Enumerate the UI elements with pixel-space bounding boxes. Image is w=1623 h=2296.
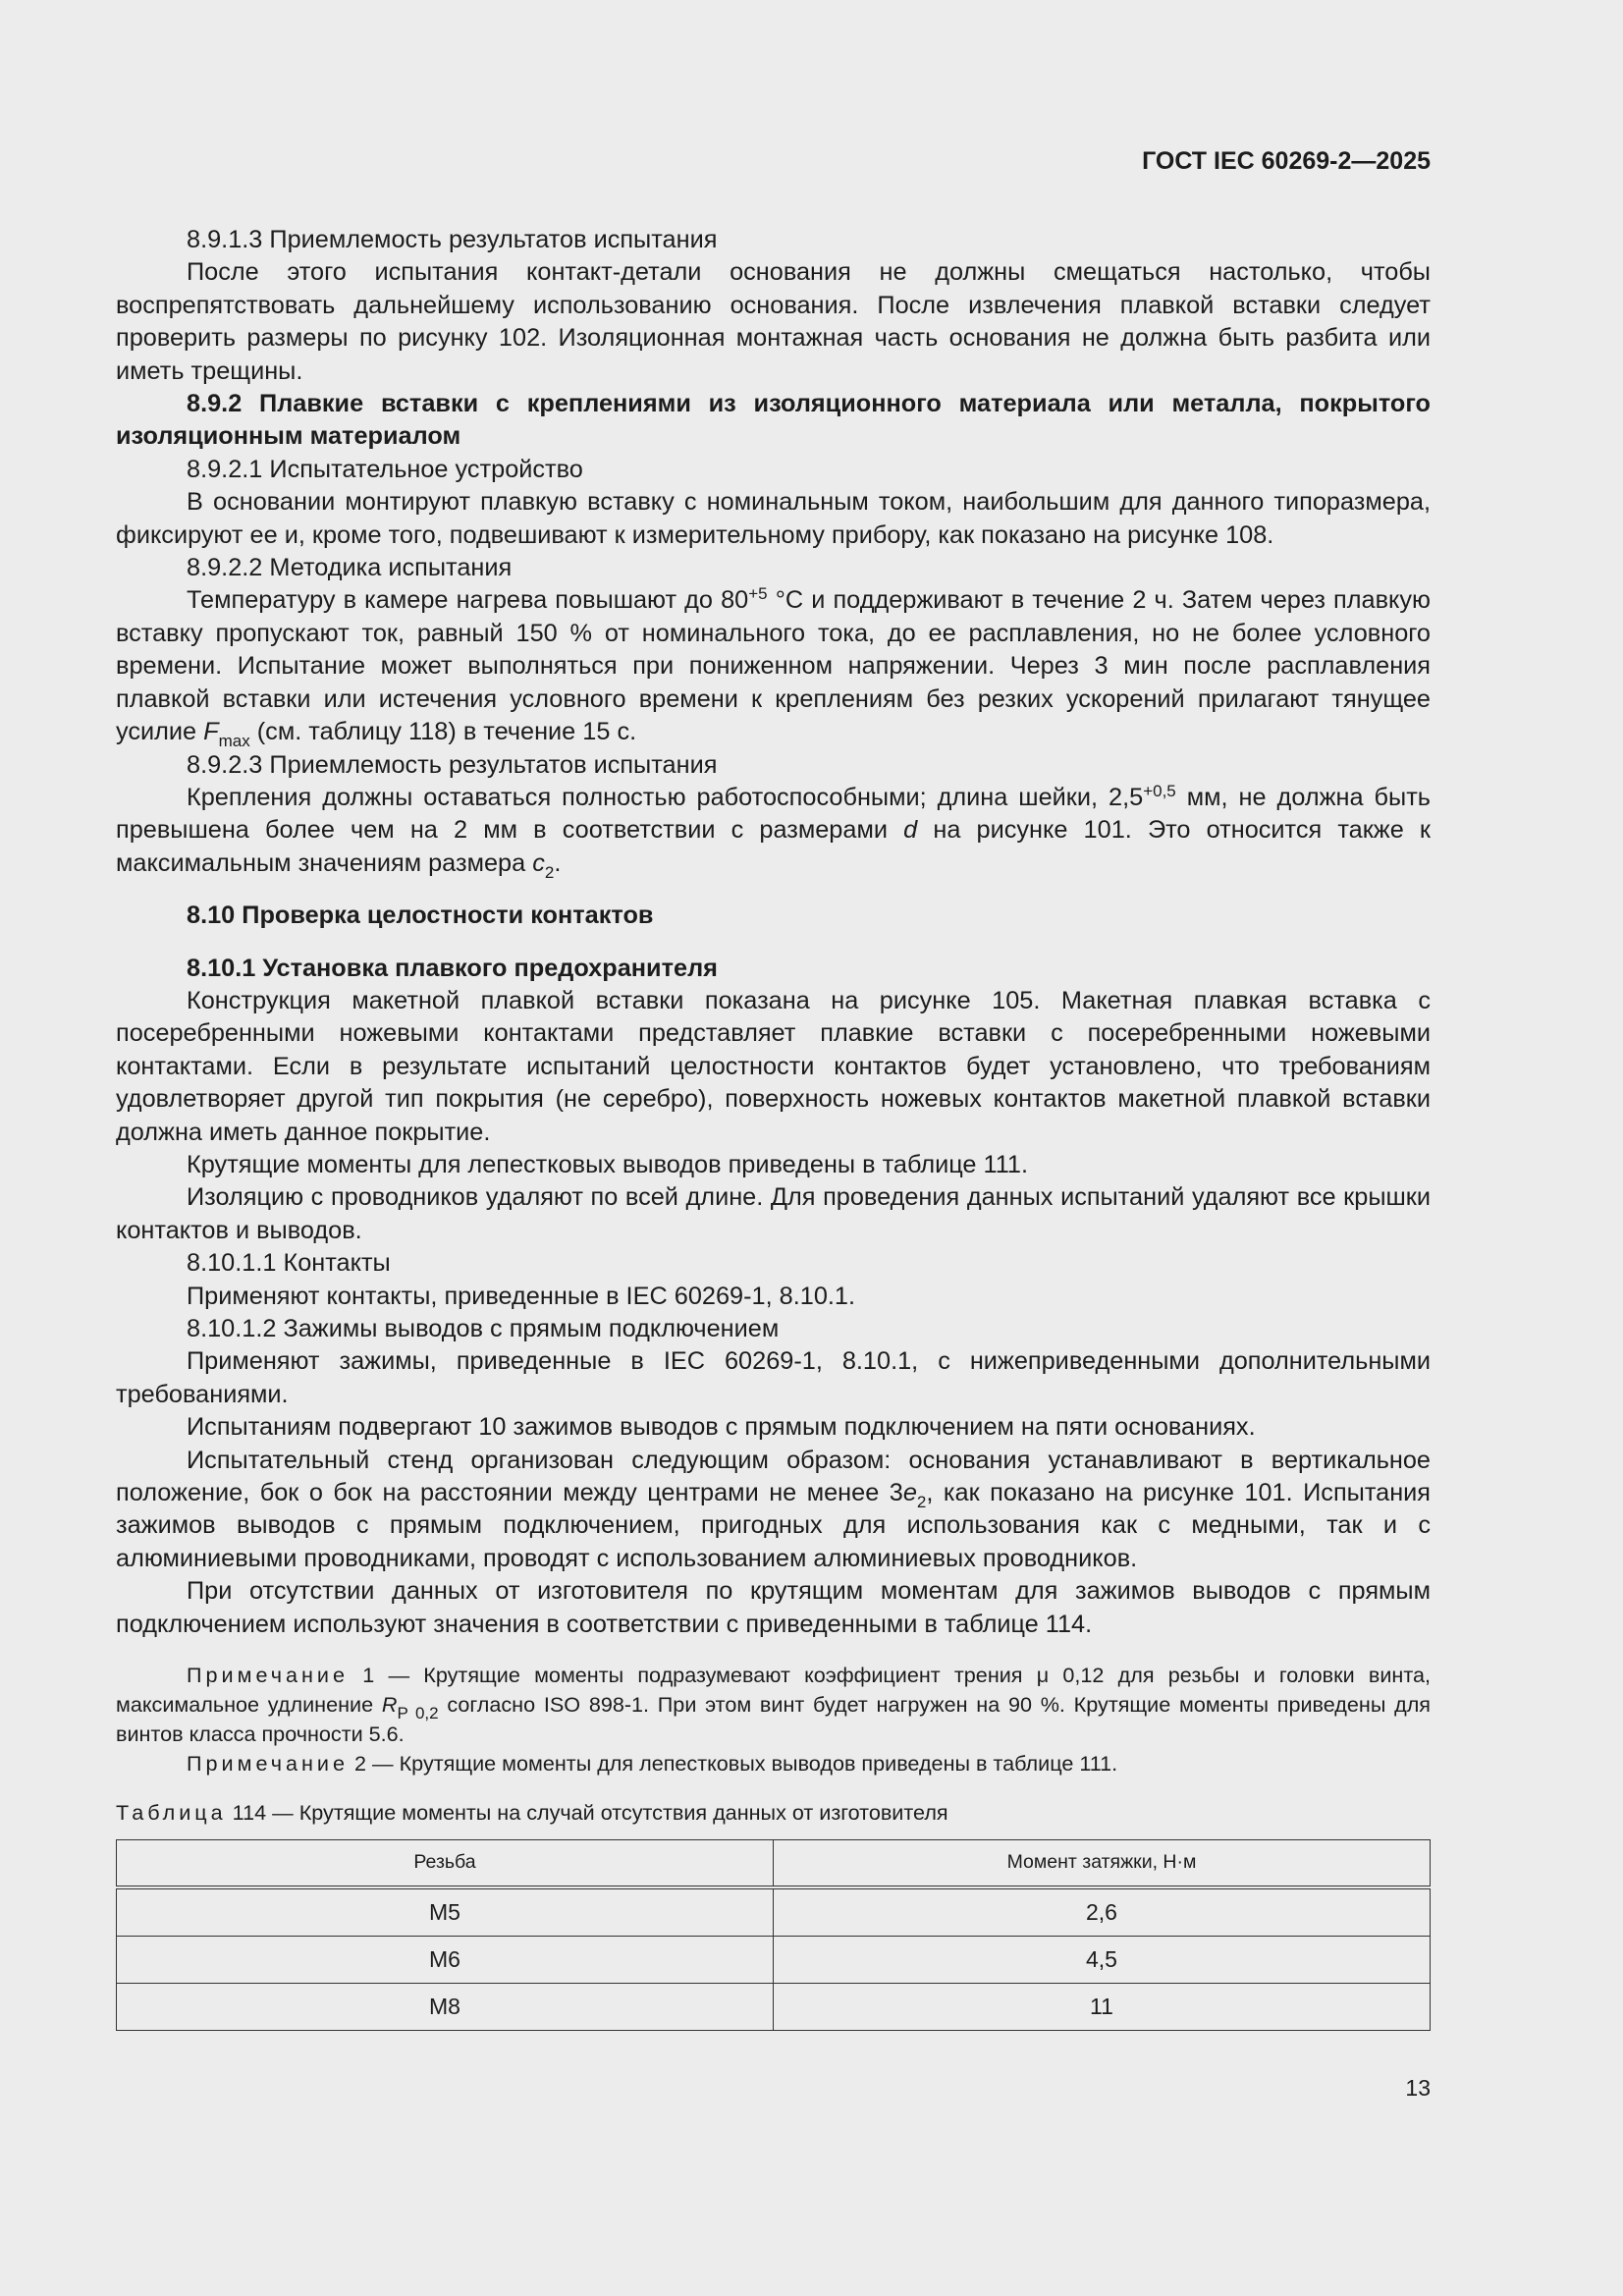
clause-8-10-1-2-para-2: Испытаниям подвергают 10 зажимов выводов с прямым подключением на пяти основаниях. [187, 1413, 1256, 1442]
clause-8-9-2-2-text: Температуру в камере нагрева повышают до $80^{+5}$ °C и поддерживают в течение 2 ч. Затем через плавкую вставку пропускают ток, равный 150 % от номинального тока, до ее расплавления, но не более условного времени. Испытание может выполняться при пониженном напряжении. Через 3 мин после расплавления плавкой вставки или истечения условного времени к креплениям без резких ускорений прилагают тянущее усилие $F_{max}$ (см. таблицу 118) в течение 15 с. [116, 584, 1431, 751]
clause-8-9-2-2-title: 8.9.2.2 Методика испытания [187, 554, 513, 582]
clause-8-10-1-2-title: 8.10.1.2 Зажимы выводов с прямым подключением [187, 1315, 780, 1342]
page-number: 13 [1405, 2075, 1431, 2101]
note-2: Примечание 2 — Крутящие моменты для лепестковых выводов приведены в таблице 111. [187, 1751, 1118, 1777]
clause-8-10-title: 8.10 Проверка целостности контактов [187, 902, 654, 930]
table-caption: Таблица 114 — Крутящие моменты на случай отсутствия данных от изготовителя [116, 1800, 948, 1826]
note-1: Примечание 1 — Крутящие моменты подразумевают коэффициент трения μ 0,12 для резьбы и головки винта, максимальное удлинение $R_{P 0,2}$ согласно ISO 898-1. При этом винт будет нагружен на 90 %. Крутящие моменты приведены для винтов класса прочности 5.6. [116, 1663, 1432, 1747]
clause-8-10-1-2-para-4: При отсутствии данных от изготовителя по крутящим моментам для зажимов выводов с прямым подключением используют значения в соответствии с приведенными в таблице 114. [116, 1577, 1431, 1638]
table-header-cell: Резьба [117, 1840, 774, 1888]
table-row [117, 1984, 1431, 2031]
document-id-header: ГОСТ IEC 60269-2—2025 [1142, 147, 1431, 175]
clause-8-10-1-2-para-1: Применяют зажимы, приведенные в IEC 60269-1, 8.10.1, с нижеприведенными дополнительными требованиями. [116, 1347, 1431, 1408]
clause-8-10-1-para-2: Крутящие моменты для лепестковых выводов приведены в таблице 111. [187, 1150, 1029, 1178]
table-cell: 11 [774, 1984, 1431, 2031]
table-row [117, 1887, 1431, 1937]
clause-8-9-2-title: 8.9.2 Плавкие вставки с креплениями из изоляционного материала или металла, покрытого изоляционным материалом [116, 390, 1431, 451]
page-content [116, 224, 1431, 2031]
clause-8-9-2-1-title: 8.9.2.1 Испытательное устройство [187, 455, 583, 483]
clause-8-10-1-para-3: Изоляцию с проводников удаляют по всей длине. Для проведения данных испытаний удаляют все крышки контактов и выводов. [116, 1183, 1431, 1244]
clause-8-9-1-3-title: 8.9.1.3 Приемлемость результатов испытания [187, 226, 718, 253]
table-cell: M5 [117, 1887, 774, 1937]
table-cell: 4,5 [774, 1937, 1431, 1984]
table-cell: 2,6 [774, 1887, 1431, 1937]
clause-8-10-1-1-text: Применяют контакты, приведенные в IEC 60269-1, 8.10.1. [187, 1282, 856, 1310]
clause-8-9-2-3-title: 8.9.2.3 Приемлемость результатов испытания [187, 750, 718, 779]
clause-8-10-1-title: 8.10.1 Установка плавкого предохранителя [187, 954, 718, 982]
table-header-cell: Момент затяжки, Н·м [774, 1840, 1431, 1888]
torque-table [116, 1839, 1431, 2031]
clause-8-9-2-1-text: В основании монтируют плавкую вставку с номинальным током, наибольшим для данного типоразмера, фиксируют ее и, кроме того, подвешивают к измерительному прибору, как показано на рисунке 108. [116, 488, 1431, 549]
table-row [117, 1937, 1431, 1984]
table-cell: M8 [117, 1984, 774, 2031]
clause-8-9-2-3-text: Крепления должны оставаться полностью работоспособными; длина шейки, $2,5^{+0,5}$ мм, не должна быть превышена более чем на 2 мм в соответствии с размерами d на рисунке 101. Это относится также к максимальным значениям размера $c_2$. [116, 781, 1431, 882]
clause-8-10-1-para-1: Конструкция макетной плавкой вставки показана на рисунке 105. Макетная плавкая вставка с посеребренными ножевыми контактами представляет плавкие вставки с посеребренными ножевыми контактами. Если в результате испытаний целостности контактов будет установлено, что требованиям удовлетворяет другой тип покрытия (не серебро), поверхность ножевых контактов макетной плавкой вставки должна иметь данное покрытие. [116, 986, 1431, 1146]
table-cell: M6 [117, 1937, 774, 1984]
clause-8-10-1-2-para-3: Испытательный стенд организован следующим образом: основания устанавливают в вертикальное положение, бок о бок на расстоянии между центрами не менее $3e_2$, как показано на рисунке 101. Испытания зажимов выводов с прямым подключением, пригодных для использования как с медными, так и с алюминиевыми проводниками, проводят с использованием алюминиевых проводников. [116, 1446, 1432, 1572]
table-header-row [117, 1840, 1431, 1888]
clause-8-10-1-1-title: 8.10.1.1 Контакты [187, 1249, 391, 1278]
clause-8-9-1-3-text: После этого испытания контакт-детали основания не должны смещаться настолько, чтобы воспрепятствовать дальнейшему использованию основания. После извлечения плавкой вставки следует проверить размеры по рисунку 102. Изоляционная монтажная часть основания не должна быть разбита или иметь трещины. [116, 258, 1431, 385]
